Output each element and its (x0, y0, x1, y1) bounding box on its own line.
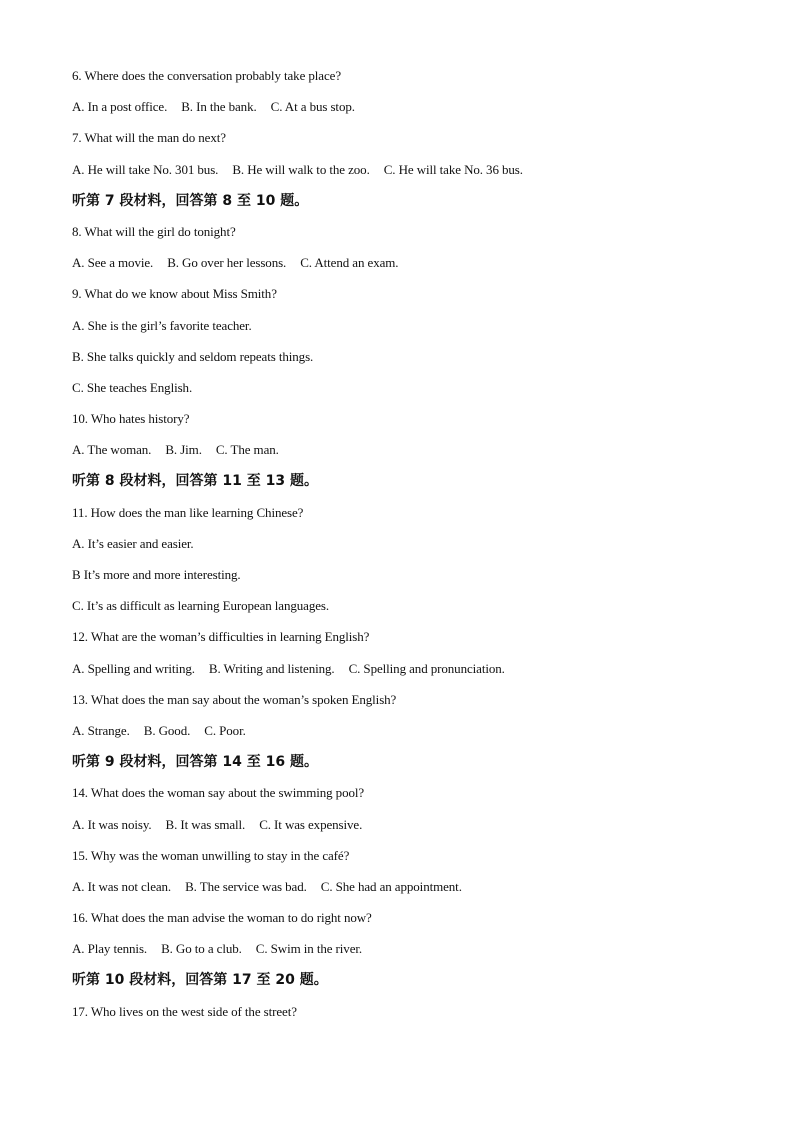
answer-option: C. It was expensive. (259, 816, 363, 832)
answer-option: C. Attend an exam. (300, 255, 399, 271)
question-line: A. She is the girl’s favorite teacher. (72, 317, 252, 333)
answer-option: A. Spelling and writing. (72, 660, 195, 676)
section-heading: 听第 9 段材料，回答第 14 至 16 题。 (72, 754, 318, 771)
options-line (72, 95, 732, 126)
answer-option: A. See a movie. (72, 255, 154, 271)
question-line: 15. Why was the woman unwilling to stay in the café? (72, 847, 350, 863)
options-line (72, 875, 732, 906)
question-line: C. It’s as difficult as learning European languages. (72, 598, 330, 614)
answer-option: B. Writing and listening. (208, 660, 335, 676)
section-heading: 听第 7 段材料，回答第 8 至 10 题。 (72, 192, 309, 209)
options-line (72, 251, 732, 282)
question-line: 6. Where does the conversation probably take place? (72, 68, 341, 83)
exam-page (72, 64, 732, 1031)
answer-option: B. Jim. (165, 442, 202, 458)
question-line: 9. What do we know about Miss Smith? (72, 286, 277, 302)
answer-option: A. In a post office. (72, 99, 168, 115)
answer-option: B. The service was bad. (185, 878, 307, 894)
answer-option: B. He will walk to the zoo. (232, 161, 370, 177)
answer-option: B. Go to a club. (161, 941, 242, 957)
answer-option: C. The man. (215, 442, 279, 458)
answer-option: A. Strange. (72, 722, 130, 738)
answer-option: B. It was small. (165, 816, 246, 832)
answer-option: A. The woman. (72, 442, 152, 458)
answer-option: C. At a bus stop. (270, 99, 355, 115)
answer-option: A. He will take No. 301 bus. (72, 161, 219, 177)
options-line (72, 158, 732, 189)
question-line: 17. Who lives on the west side of the street? (72, 1003, 297, 1019)
question-line: B. She talks quickly and seldom repeats things. (72, 348, 314, 364)
answer-option: C. He will take No. 36 bus. (383, 161, 523, 177)
options-line (72, 813, 732, 844)
options-line (72, 657, 732, 688)
answer-option: B. Go over her lessons. (167, 255, 287, 271)
question-line: 8. What will the girl do tonight? (72, 223, 236, 239)
answer-option: A. It was noisy. (72, 816, 152, 832)
answer-option: A. It was not clean. (72, 878, 172, 894)
section-heading: 听第 10 段材料，回答第 17 至 20 题。 (72, 972, 328, 989)
answer-option: C. Swim in the river. (255, 941, 363, 957)
question-line: B It’s more and more interesting. (72, 567, 241, 582)
question-line: 13. What does the man say about the woman’s spoken English? (72, 691, 397, 707)
answer-option: C. Poor. (204, 722, 246, 738)
question-line: 16. What does the man advise the woman to do right now? (72, 910, 372, 926)
question-line: 12. What are the woman’s difficulties in learning English? (72, 629, 370, 645)
answer-option: C. She had an appointment. (320, 878, 462, 894)
options-line (72, 719, 732, 750)
section-heading: 听第 8 段材料，回答第 11 至 13 题。 (72, 473, 318, 490)
question-line: 14. What does the woman say about the swimming pool? (72, 785, 365, 801)
question-line: 10. Who hates history? (72, 411, 190, 427)
question-line: C. She teaches English. (72, 379, 193, 395)
answer-option: C. Spelling and pronunciation. (348, 660, 505, 676)
answer-option: A. Play tennis. (72, 941, 148, 957)
question-line: 11. How does the man like learning Chinese? (72, 504, 304, 520)
options-line (72, 937, 732, 968)
options-line (72, 438, 732, 469)
answer-option: B. In the bank. (181, 99, 257, 115)
question-line: 7. What will the man do next? (72, 130, 226, 146)
question-line: A. It’s easier and easier. (72, 535, 194, 551)
answer-option: B. Good. (143, 722, 191, 738)
